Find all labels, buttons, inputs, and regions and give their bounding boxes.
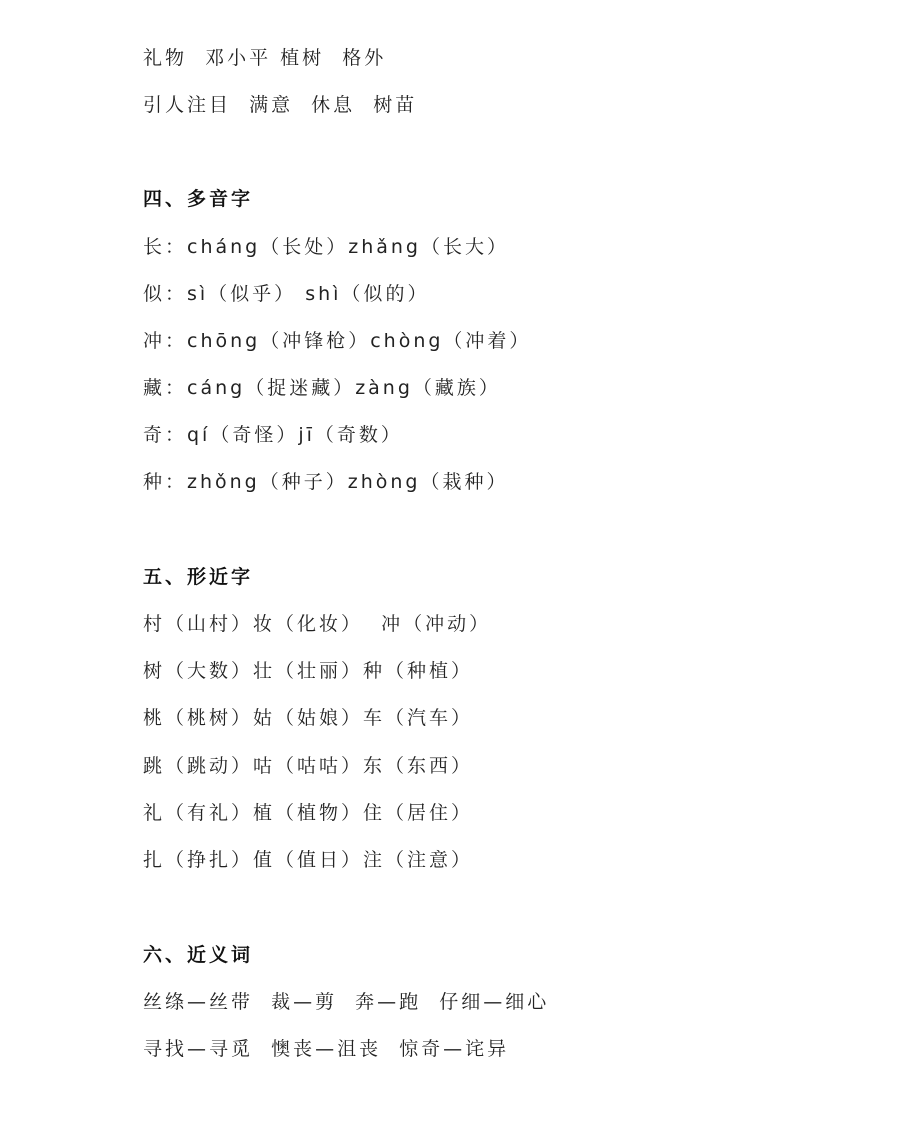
synonyms-line-2: 寻找—寻觅 懊丧—沮丧 惊奇—诧异 [143,1038,510,1060]
section-heading-similar-chars: 五、形近字 [143,566,254,588]
polyphonic-line-1: 长：cháng（长处）zhǎng（长大） [143,236,509,258]
polyphonic-line-5: 奇：qí（奇怪）jī（奇数） [143,424,403,446]
similar-chars-line-2: 树（大数）壮（壮丽）种（种植） [143,660,474,682]
section-heading-polyphonic: 四、多音字 [143,188,254,210]
synonyms-line-1: 丝绦—丝带 裁—剪 奔—跑 仔细—细心 [143,991,550,1013]
similar-chars-line-1: 村（山村）妆（化妆） 冲（冲动） [143,613,492,635]
section-heading-synonyms: 六、近义词 [143,944,254,966]
polyphonic-line-3: 冲：chōng（冲锋枪）chòng（冲着） [143,330,532,352]
similar-chars-line-6: 扎（挣扎）值（值日）注（注意） [143,849,474,871]
intro-line-1: 礼物 邓小平 植树 格外 [143,47,387,69]
polyphonic-line-6: 种：zhǒng（种子）zhòng（栽种） [143,471,509,493]
intro-line-2: 引人注目 满意 休息 树苗 [143,94,418,116]
similar-chars-line-3: 桃（桃树）姑（姑娘）车（汽车） [143,707,474,729]
similar-chars-line-4: 跳（跳动）咕（咕咕）东（东西） [143,755,474,777]
polyphonic-line-2: 似：sì（似乎） shì（似的） [143,283,430,305]
similar-chars-line-5: 礼（有礼）植（植物）住（居住） [143,802,474,824]
polyphonic-line-4: 藏：cáng（捉迷藏）zàng（藏族） [143,377,501,399]
